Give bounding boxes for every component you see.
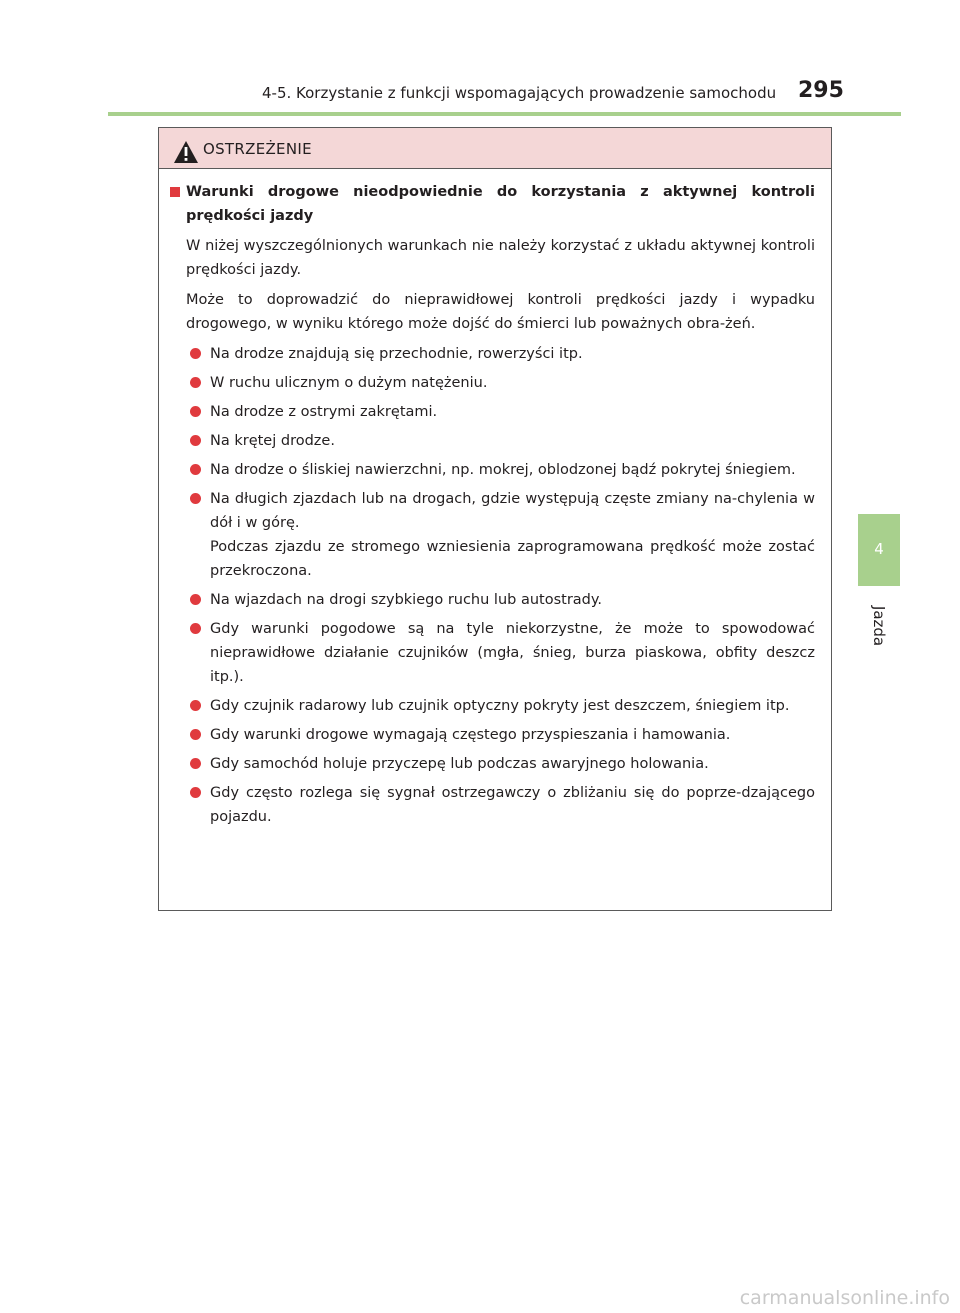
page-number: 295 [798,78,844,103]
condition-item [167,458,815,482]
round-bullet-icon [190,493,201,504]
subheading-text: Warunki drogowe nieodpowiednie do korzystania z aktywnej kontroli prędkości jazdy [186,184,815,224]
condition-item [167,400,815,424]
warning-header [159,128,831,169]
condition-item [167,723,815,747]
round-bullet-icon [190,729,201,740]
round-bullet-icon [190,787,201,798]
round-bullet-icon [190,377,201,388]
warning-paragraph: W niżej wyszczególnionych warunkach nie należy korzystać z układu aktywnej kontroli prędkości jazdy. [186,238,815,278]
warning-title: OSTRZEŻENIE [203,140,312,158]
round-bullet-icon [190,406,201,417]
condition-text: Na krętej drodze. [210,433,335,449]
chapter-title-vertical [864,596,894,656]
condition-item [167,617,815,689]
condition-text: Gdy czujnik radarowy lub czujnik optyczny pokryty jest deszczem, śniegiem itp. [210,698,790,714]
warning-content [159,180,831,834]
condition-item [167,487,815,583]
header-divider [108,112,901,116]
condition-item [167,694,815,718]
condition-item [167,752,815,776]
chapter-number: 4 [874,540,884,558]
condition-item [167,588,815,612]
condition-text: Na drodze o śliskiej nawierzchni, np. mokrej, oblodzonej bądź pokrytej śniegiem. [210,462,796,478]
condition-text: Gdy samochód holuje przyczepę lub podczas awaryjnego holowania. [210,756,709,772]
condition-item [167,429,815,453]
condition-text: Na drodze znajdują się przechodnie, rowerzyści itp. [210,346,583,362]
chapter-tab [858,514,900,586]
condition-text: Na wjazdach na drogi szybkiego ruchu lub autostrady. [210,592,603,608]
condition-text: Gdy warunki pogodowe są na tyle niekorzystne, że może to spowodować nieprawidłowe działanie czujników (mgła, śnieg, burza piaskowa, obfity deszcz itp.). [210,621,815,685]
round-bullet-icon [190,623,201,634]
watermark: carmanualsonline.info [739,1287,950,1309]
round-bullet-icon [190,464,201,475]
round-bullet-icon [190,758,201,769]
warning-paragraph: Może to doprowadzić do nieprawidłowej kontroli prędkości jazdy i wypadku drogowego, w wyniku którego może dojść do śmierci lub poważnych obra-żeń. [186,292,815,332]
condition-item [167,342,815,366]
condition-item [167,371,815,395]
square-bullet-icon [170,187,180,197]
condition-text: W ruchu ulicznym o dużym natężeniu. [210,375,488,391]
round-bullet-icon [190,348,201,359]
section-title: 4-5. Korzystanie z funkcji wspomagających prowadzenie samochodu [262,84,777,102]
round-bullet-icon [190,700,201,711]
round-bullet-icon [190,435,201,446]
chapter-title: Jazda [870,605,888,647]
warning-subheading [167,180,815,228]
condition-text: Na drodze z ostrymi zakrętami. [210,404,438,420]
condition-text: Gdy często rozlega się sygnał ostrzegawczy o zbliżaniu się do poprze-dzającego pojazdu. [210,785,815,825]
condition-text: Na długich zjazdach lub na drogach, gdzie występują częste zmiany na-chylenia w dół i w górę. [210,491,815,531]
condition-note: Podczas zjazdu ze stromego wzniesienia zaprogramowana prędkość może zostać przekroczona. [210,539,815,579]
condition-text: Gdy warunki drogowe wymagają częstego przyspieszania i hamowania. [210,727,731,743]
warning-box [158,127,832,911]
round-bullet-icon [190,594,201,605]
conditions-list [167,342,815,829]
warning-triangle-icon [173,140,199,164]
condition-item [167,781,815,829]
